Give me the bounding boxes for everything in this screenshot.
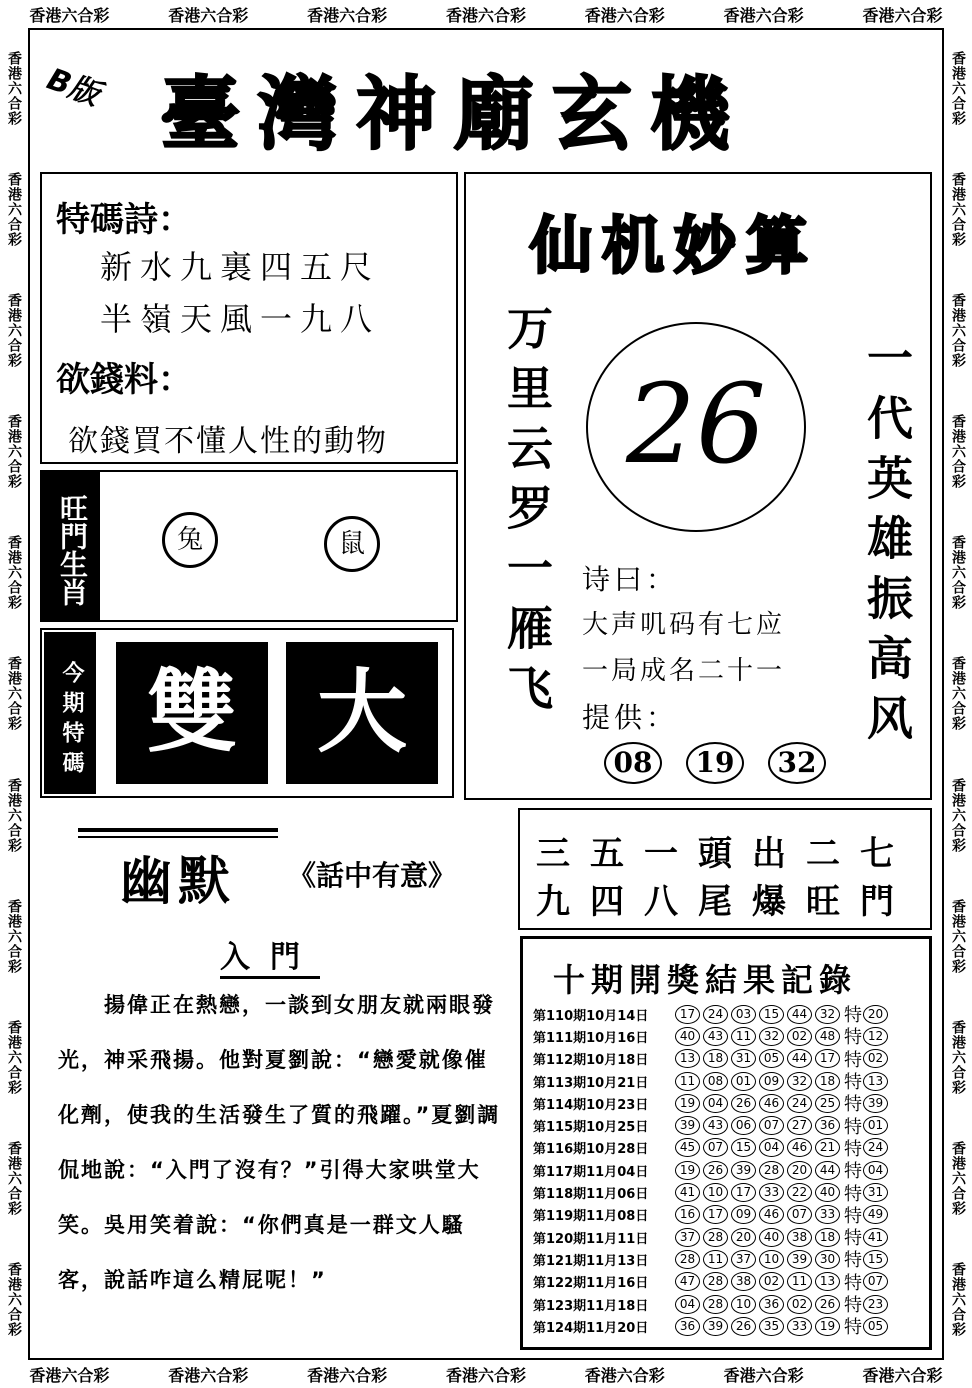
- number-ball: 37: [731, 1250, 756, 1269]
- border-text: 香港六合彩: [950, 898, 966, 974]
- special-ball: 20: [863, 1005, 888, 1024]
- number-ball: 28: [703, 1272, 728, 1291]
- number-ball: 21: [815, 1138, 840, 1157]
- table-row: [533, 1003, 928, 1025]
- table-row: [533, 1114, 928, 1136]
- special-ball: 13: [863, 1072, 888, 1091]
- row-label: 第113期10月21日: [533, 1075, 649, 1091]
- number-ball: 44: [787, 1005, 812, 1024]
- border-text: 香港六合彩: [584, 5, 665, 25]
- number-ball: 20: [787, 1161, 812, 1180]
- border-text: 香港六合彩: [950, 172, 966, 248]
- border-bottom: [0, 1360, 972, 1388]
- number-ball: 26: [703, 1161, 728, 1180]
- zodiac-label: 旺門生肖: [42, 472, 100, 620]
- border-text: 香港六合彩: [950, 414, 966, 490]
- number-ball: 40: [675, 1027, 700, 1046]
- number-ball: 04: [759, 1138, 784, 1157]
- number-ball: 07: [759, 1116, 784, 1135]
- number-ball: 33: [815, 1205, 840, 1224]
- results-box: [520, 936, 932, 1350]
- border-right: [944, 28, 972, 1360]
- humor-box: [40, 806, 510, 1354]
- border-text: 香港六合彩: [6, 1140, 22, 1216]
- special-label: 特: [844, 1027, 862, 1049]
- row-label: 第115期10月25日: [533, 1120, 649, 1136]
- number-ball: 30: [815, 1250, 840, 1269]
- number-ball: 26: [731, 1094, 756, 1113]
- table-row: [533, 1293, 928, 1315]
- number-ball: 10: [703, 1183, 728, 1202]
- humor-heading: 入門: [220, 932, 320, 979]
- number-ball: 43: [703, 1116, 728, 1135]
- number-ball: 15: [759, 1005, 784, 1024]
- edition-badge: B版: [42, 61, 105, 113]
- number-ball: 17: [731, 1183, 756, 1202]
- number-ball: 37: [675, 1228, 700, 1247]
- poem-box: [40, 172, 458, 464]
- row-label: 第110期10月14日: [533, 1008, 649, 1024]
- number-ball: 28: [675, 1250, 700, 1269]
- number-ball: 32: [768, 742, 826, 784]
- number-ball: 32: [787, 1072, 812, 1091]
- special-label: 特: [844, 1250, 862, 1272]
- number-ball: 18: [815, 1072, 840, 1091]
- border-text: 香港六合彩: [950, 1261, 966, 1337]
- table-row: [533, 1092, 928, 1114]
- number-ball: 17: [815, 1049, 840, 1068]
- border-text: 香港六合彩: [950, 293, 966, 369]
- border-text: 香港六合彩: [307, 1365, 388, 1385]
- number-ball: 09: [759, 1072, 784, 1091]
- border-left: [0, 28, 28, 1360]
- border-text: 香港六合彩: [168, 1365, 249, 1385]
- number-ball: 09: [731, 1205, 756, 1224]
- page-title: 臺灣神廟玄機: [160, 68, 748, 161]
- special-label: 特: [844, 1094, 862, 1116]
- row-label: 第120期11月11日: [533, 1231, 649, 1247]
- border-text: 香港六合彩: [950, 535, 966, 611]
- number-ball: 45: [675, 1138, 700, 1157]
- number-ball: 46: [759, 1205, 784, 1224]
- border-text: 香港六合彩: [6, 414, 22, 490]
- border-text: 香港六合彩: [6, 656, 22, 732]
- special-ball: 39: [863, 1094, 888, 1113]
- zodiac-box: [40, 470, 458, 622]
- number-ball: 07: [787, 1205, 812, 1224]
- rat-icon: 鼠: [324, 516, 380, 572]
- number-ball: 08: [604, 742, 662, 784]
- number-ball: 02: [759, 1272, 784, 1291]
- number-ball: 19: [686, 742, 744, 784]
- poem-line: 新水九裏四五尺: [100, 248, 381, 286]
- number-ball: 11: [703, 1250, 728, 1269]
- border-text: 香港六合彩: [862, 1365, 943, 1385]
- row-label: 第111期10月16日: [533, 1030, 649, 1046]
- border-top: [0, 0, 972, 28]
- number-ball: 35: [759, 1317, 784, 1336]
- border-text: 香港六合彩: [950, 1140, 966, 1216]
- special-label: 特: [844, 1295, 862, 1317]
- number-ball: 11: [787, 1272, 812, 1291]
- table-row: [533, 1204, 928, 1226]
- special-label: 特: [844, 1272, 862, 1294]
- number-ball: 18: [703, 1049, 728, 1068]
- special-label: 特: [844, 1138, 862, 1160]
- number-ball: 26: [731, 1317, 756, 1336]
- number-ball: 16: [675, 1205, 700, 1224]
- number-ball: 15: [731, 1138, 756, 1157]
- special-ball: 31: [863, 1183, 888, 1202]
- row-label: 第114期10月23日: [533, 1097, 649, 1113]
- left-couplet: 万里云罗一雁飞: [500, 304, 554, 724]
- border-text: 香港六合彩: [168, 5, 249, 25]
- number-ball: 03: [731, 1005, 756, 1024]
- number-ball: 11: [675, 1072, 700, 1091]
- special-label: 特: [844, 1228, 862, 1250]
- number-ball: 02: [787, 1295, 812, 1314]
- row-label: 第121期11月13日: [533, 1253, 649, 1269]
- special-label: 特: [844, 1049, 862, 1071]
- border-text: 香港六合彩: [950, 777, 966, 853]
- provide-label: 提供：: [582, 701, 679, 734]
- number-ball: 36: [815, 1116, 840, 1135]
- circle-number: 26: [586, 322, 806, 532]
- xianji-title: 仙机妙算: [530, 209, 819, 282]
- number-ball: 04: [675, 1295, 700, 1314]
- provided-numbers: [592, 742, 838, 784]
- table-row: [533, 1070, 928, 1092]
- border-text: 香港六合彩: [445, 5, 526, 25]
- number-ball: 25: [815, 1094, 840, 1113]
- number-ball: 01: [731, 1072, 756, 1091]
- number-ball: 08: [703, 1072, 728, 1091]
- rabbit-icon: 兔: [162, 512, 218, 568]
- special-label: 特: [844, 1116, 862, 1138]
- border-text: 香港六合彩: [6, 898, 22, 974]
- special-label: 特: [844, 1317, 862, 1339]
- special-label: 特: [844, 1005, 862, 1027]
- row-label: 第112期10月18日: [533, 1053, 649, 1069]
- humor-text: 揚偉正在熱戀，一談到女朋友就兩眼發光，神采飛揚。他對夏劉說：“戀愛就像催化劑，使我的生活發生了質的飛躍。”夏劉調侃地說：“入門了沒有？”引得大家哄堂大笑。吳用笑着說：“你們真是一群文人騷客，說話咋這么精屁呢！”: [58, 993, 501, 1292]
- results-title: 十期開獎結果記錄: [553, 961, 858, 999]
- number-ball: 36: [759, 1295, 784, 1314]
- money-label: 欲錢料：: [56, 360, 192, 400]
- special-ball: 41: [863, 1228, 888, 1247]
- number-ball: 39: [787, 1250, 812, 1269]
- humor-title: 幽默: [78, 828, 278, 908]
- row-label: 第119期11月08日: [533, 1209, 649, 1225]
- number-ball: 05: [759, 1049, 784, 1068]
- border-text: 香港六合彩: [307, 5, 388, 25]
- number-ball: 11: [731, 1027, 756, 1046]
- border-text: 香港六合彩: [6, 535, 22, 611]
- number-ball: 32: [759, 1027, 784, 1046]
- number-ball: 40: [815, 1183, 840, 1202]
- border-text: 香港六合彩: [950, 656, 966, 732]
- special-label: 特: [844, 1161, 862, 1183]
- table-row: [533, 1248, 928, 1270]
- border-text: 香港六合彩: [862, 5, 943, 25]
- border-text: 香港六合彩: [6, 777, 22, 853]
- table-row: [533, 1048, 928, 1070]
- special-ball: 49: [863, 1205, 888, 1224]
- border-text: 香港六合彩: [6, 1261, 22, 1337]
- xianji-box: [464, 172, 932, 800]
- border-text: 香港六合彩: [950, 1019, 966, 1095]
- border-text: 香港六合彩: [6, 1019, 22, 1095]
- number-ball: 02: [787, 1027, 812, 1046]
- number-ball: 31: [731, 1049, 756, 1068]
- table-row: [533, 1137, 928, 1159]
- border-text: 香港六合彩: [723, 5, 804, 25]
- humor-subtitle: 《話中有意》: [288, 859, 457, 892]
- special-ball: 12: [863, 1027, 888, 1046]
- number-ball: 19: [675, 1161, 700, 1180]
- number-ball: 13: [675, 1049, 700, 1068]
- results-table: [533, 1003, 928, 1337]
- number-ball: 43: [703, 1027, 728, 1046]
- number-ball: 17: [703, 1205, 728, 1224]
- number-ball: 39: [703, 1317, 728, 1336]
- special-ball: 07: [863, 1272, 888, 1291]
- border-text: 香港六合彩: [584, 1365, 665, 1385]
- headtail-line: 三五一頭出二七: [536, 834, 914, 874]
- special-label: 特: [844, 1205, 862, 1227]
- special-ball: 24: [863, 1138, 888, 1157]
- row-label: 第117期11月04日: [533, 1164, 649, 1180]
- number-ball: 04: [703, 1094, 728, 1113]
- special-label: 特: [844, 1183, 862, 1205]
- special-ball: 15: [863, 1250, 888, 1269]
- border-text: 香港六合彩: [950, 51, 966, 127]
- special-label: 特: [844, 1072, 862, 1094]
- border-text: 香港六合彩: [6, 293, 22, 369]
- number-ball: 28: [703, 1228, 728, 1247]
- number-ball: 20: [731, 1228, 756, 1247]
- number-ball: 44: [787, 1049, 812, 1068]
- money-text: 欲錢買不懂人性的動物: [68, 424, 388, 459]
- number-ball: 10: [731, 1295, 756, 1314]
- poem-label: 诗曰：: [582, 563, 679, 596]
- number-ball: 28: [703, 1295, 728, 1314]
- number-ball: 32: [815, 1005, 840, 1024]
- poem-line: 大声叽码有七应: [582, 610, 786, 640]
- number-ball: 28: [759, 1161, 784, 1180]
- special-ball: 05: [863, 1317, 888, 1336]
- special-ball: 23: [863, 1295, 888, 1314]
- number-ball: 44: [815, 1161, 840, 1180]
- border-text: 香港六合彩: [445, 1365, 526, 1385]
- border-text: 香港六合彩: [6, 51, 22, 127]
- poem-line: 半嶺天風一九八: [100, 300, 381, 338]
- number-ball: 22: [787, 1183, 812, 1202]
- poem-line: 一局成名二十一: [582, 656, 786, 686]
- number-ball: 26: [815, 1295, 840, 1314]
- headtail-box: [518, 808, 932, 930]
- row-label: 第118期11月06日: [533, 1187, 649, 1203]
- number-ball: 06: [731, 1116, 756, 1135]
- table-row: [533, 1159, 928, 1181]
- poem-label: 特碼詩：: [56, 200, 192, 240]
- table-row: [533, 1271, 928, 1293]
- number-ball: 17: [675, 1005, 700, 1024]
- row-label: 第122期11月16日: [533, 1276, 649, 1292]
- table-row: [533, 1226, 928, 1248]
- number-ball: 38: [731, 1272, 756, 1291]
- number-ball: 33: [787, 1317, 812, 1336]
- headtail-line: 九四八尾爆旺門: [536, 882, 914, 922]
- number-ball: 18: [815, 1228, 840, 1247]
- border-text: 香港六合彩: [6, 172, 22, 248]
- number-ball: 33: [759, 1183, 784, 1202]
- special-ball: 02: [863, 1049, 888, 1068]
- number-ball: 47: [675, 1272, 700, 1291]
- number-ball: 19: [815, 1317, 840, 1336]
- special-ball: 01: [863, 1116, 888, 1135]
- number-ball: 24: [787, 1094, 812, 1113]
- number-ball: 39: [731, 1161, 756, 1180]
- number-ball: 27: [787, 1116, 812, 1135]
- table-row: [533, 1315, 928, 1337]
- number-ball: 24: [703, 1005, 728, 1024]
- number-ball: 41: [675, 1183, 700, 1202]
- number-ball: 10: [759, 1250, 784, 1269]
- number-ball: 07: [703, 1138, 728, 1157]
- number-ball: 46: [759, 1094, 784, 1113]
- border-text: 香港六合彩: [29, 5, 110, 25]
- right-couplet: 一代英雄振高风: [860, 334, 914, 754]
- number-ball: 36: [675, 1317, 700, 1336]
- number-ball: 39: [675, 1116, 700, 1135]
- number-ball: 38: [787, 1228, 812, 1247]
- row-label: 第116期10月28日: [533, 1142, 649, 1158]
- number-ball: 19: [675, 1094, 700, 1113]
- row-label: 第124期11月20日: [533, 1320, 649, 1336]
- table-row: [533, 1181, 928, 1203]
- special-value: 大: [286, 642, 438, 784]
- number-ball: 13: [815, 1272, 840, 1291]
- border-text: 香港六合彩: [29, 1365, 110, 1385]
- number-ball: 48: [815, 1027, 840, 1046]
- special-value: 雙: [116, 642, 268, 784]
- number-ball: 40: [759, 1228, 784, 1247]
- special-label: 今期特碼: [44, 632, 96, 794]
- special-box: [40, 628, 454, 798]
- row-label: 第123期11月18日: [533, 1298, 649, 1314]
- border-text: 香港六合彩: [723, 1365, 804, 1385]
- table-row: [533, 1025, 928, 1047]
- special-ball: 04: [863, 1161, 888, 1180]
- number-ball: 46: [787, 1138, 812, 1157]
